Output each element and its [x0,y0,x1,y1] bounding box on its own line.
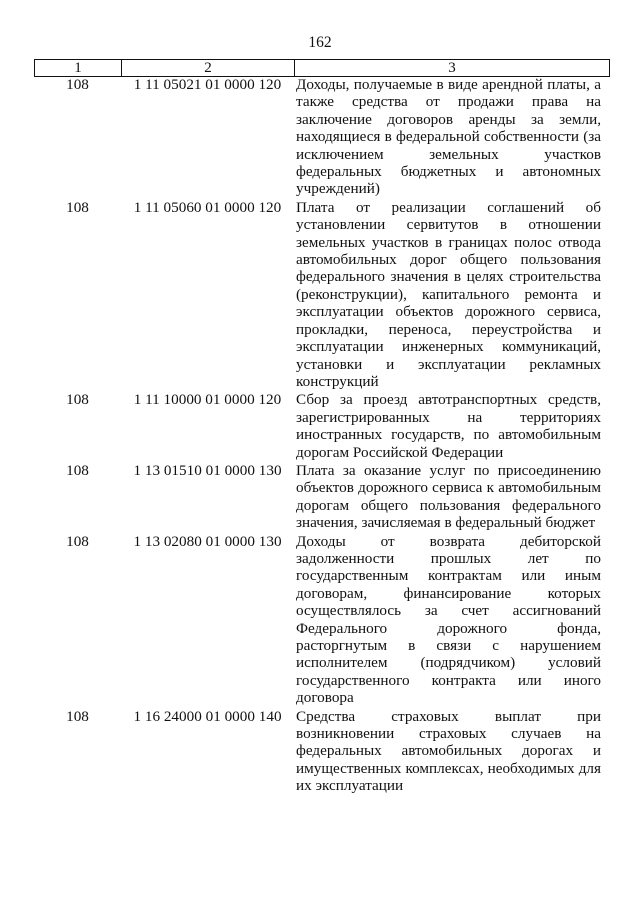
table-body [34,76,610,796]
header-col-2: 2 [122,60,295,76]
table-row [34,462,610,532]
income-code-cell: 1 13 01510 01 0000 130 [133,461,282,479]
income-name-cell: Доходы, получаемые в виде арендной платы, а также средства от продажи права на заключение договоров аренды за земли, находящиеся в федеральной собственности (за исключением земельных участков федеральных бюджетных и автономных учреждений) [296,76,601,198]
table-row [34,199,610,390]
income-name-cell: Доходы от возврата дебиторской задолженности прошлых лет по государственным контрактам или иным договорам, финансирование которых осуществлялось за счет ассигнований Федерального дорожного фонда, расторгнутым в связи с нарушением исполнителем (подрядчиком) условий государственного контракта или иного договора [296,532,601,707]
income-code-cell: 1 11 05021 01 0000 120 [133,76,282,93]
admin-code-cell: 108 [66,461,89,479]
admin-code-cell: 108 [66,391,89,409]
admin-code-cell: 108 [66,76,89,93]
header-col-1: 1 [35,60,122,76]
income-name-cell: Средства страховых выплат при возникновении страховых случаев на федеральных автомобильных дорогах и имущественных комплексах, необходимых для их эксплуатации [296,707,601,795]
header-col-3: 3 [448,60,456,76]
table-row [34,391,610,461]
admin-code-cell: 108 [66,532,89,550]
table-row [34,76,610,198]
table-header [34,59,610,77]
income-code-cell: 1 16 24000 01 0000 140 [133,707,282,725]
table-row [34,533,610,707]
income-code-cell: 1 11 10000 01 0000 120 [133,391,282,409]
income-name-cell: Плата за оказание услуг по присоединению объектов дорожного сервиса к автомобильным дорогам общего пользования федерального значения, зачисляемая в федеральный бюджет [296,461,601,532]
admin-code-cell: 108 [66,198,89,216]
admin-code-cell: 108 [66,707,89,725]
income-code-cell: 1 13 02080 01 0000 130 [133,532,282,550]
income-code-cell: 1 11 05060 01 0000 120 [133,198,282,216]
income-name-cell: Сбор за проезд автотранспортных средств, зарегистрированных на территориях иностранных государств, по автомобильным дорогам Российской Федерации [296,391,601,461]
table-row [34,708,610,795]
income-name-cell: Плата от реализации соглашений об установлении сервитутов в отношении земельных участков в границах полос отвода автомобильных дорог общего пользования федерального значения в целях строительства (реконструкции), капитального ремонта и эксплуатации объектов дорожного сервиса, прокладки, переноса, переустройства и эксплуатации инженерных коммуникаций, установки и эксплуатации рекламных конструкций [296,198,601,390]
page-number: 162 [308,34,332,51]
